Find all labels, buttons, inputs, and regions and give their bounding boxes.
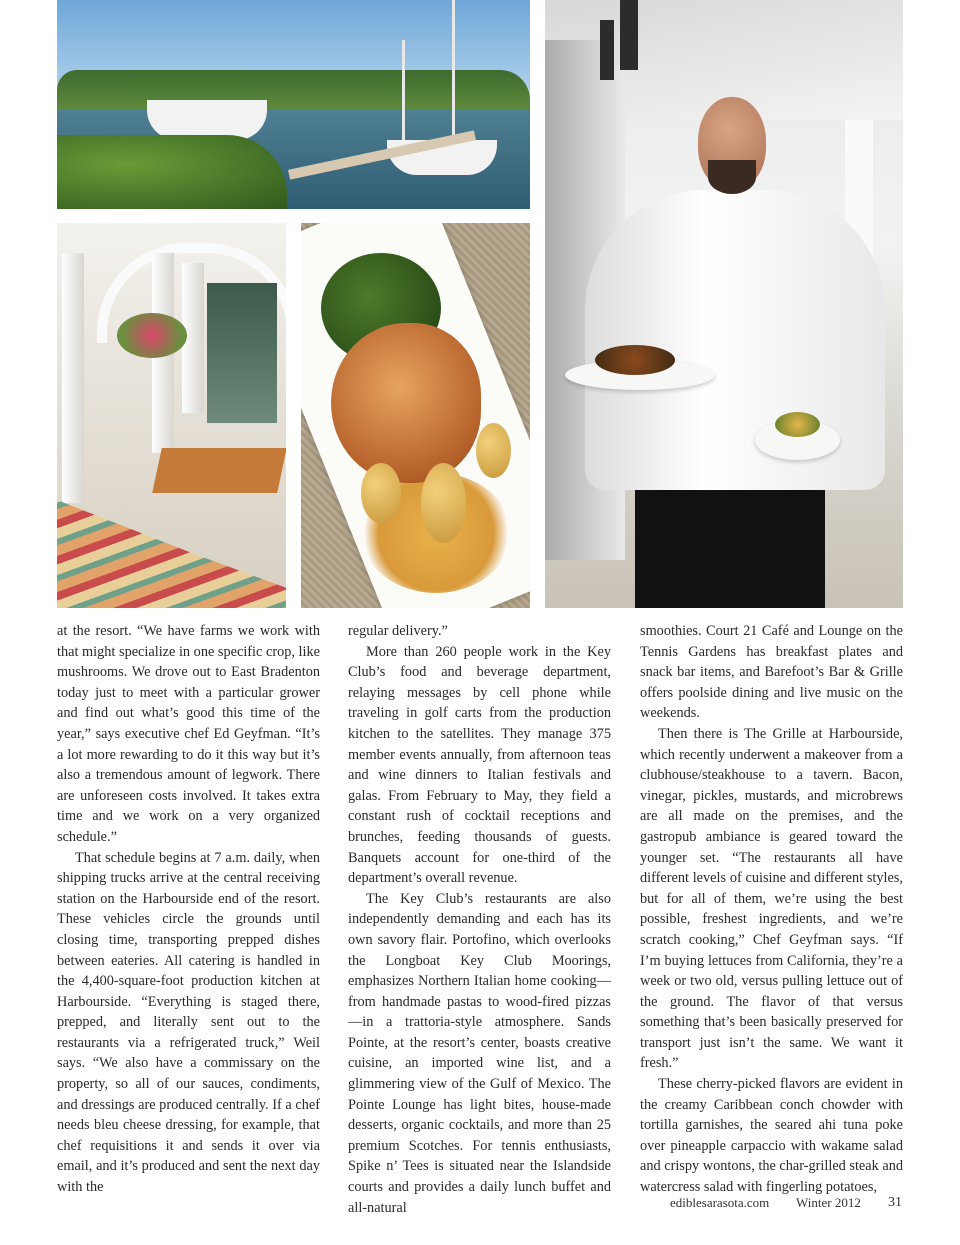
paragraph: at the resort. “We have farms we work with that might specialize in one specific crop, like mushrooms. We drove out to East Bradenton today just to meet with a particular grower and find out what’s good this time of the year,” says executive chef Ed Geyfman. “It’s a lot more rewarding to do it this way but it’s also a tremendous amount of legwork. There are unforeseen costs involved. It takes extra time and we work on a very organized schedule.” — [57, 623, 320, 845]
sailboat-mast — [452, 0, 455, 150]
chef-beard — [708, 160, 756, 194]
fingerling-potato — [421, 463, 466, 543]
page-number: 31 — [888, 1195, 902, 1210]
paragraph: smoothies. Court 21 Café and Lounge on the Tennis Gardens has breakfast plates and snack bar items, and Barefoot’s Bar & Grille offers poolside dining and live music on the weekends. — [640, 623, 903, 722]
patio-table — [152, 448, 286, 493]
chef-coat — [585, 190, 885, 490]
fingerling-potato — [361, 463, 401, 523]
roast-chicken — [331, 323, 481, 483]
patio-photo — [57, 223, 286, 608]
paragraph: These cherry-picked flavors are evident in the creamy Caribbean conch chowder with tortilla garnishes, the seared ahi tuna poke over pineapple carpaccio with wakame salad and crispy wontons, the char-grilled steak and watercress salad with fingerling potatoes, — [640, 1076, 903, 1196]
ceiling-beam — [620, 0, 638, 70]
article-column-3 — [640, 621, 903, 1198]
marina-photo — [57, 0, 530, 209]
paragraph: The Key Club’s restaurants are also independently demanding and each has its own savory flair. Portofino, which overlooks the Longboat Key Club Moorings, emphasizes Northern Italian home cooking—from handmade pastas to wood-fired pizzas—in a trattoria-style atmosphere. Sands Pointe, at the resort’s center, boasts creative cuisine, an imported wine list, and a glimmering view of the Gulf of Mexico. The Pointe Lounge has light bites, house-made desserts, organic cocktails, and more than 25 premium Scotches. For tennis enthusiasts, Spike n’ Tees is situated near the Islandside courts and provides a daily lunch buffet and all-natural — [348, 890, 611, 1216]
chef-photo — [545, 0, 903, 608]
roast-chicken-photo — [301, 223, 530, 608]
article-column-1 — [57, 621, 320, 1198]
treeline — [57, 70, 530, 110]
striped-sofa — [57, 473, 286, 608]
paragraph: More than 260 people work in the Key Club’s food and beverage department, relaying messages by cell phone while traveling in golf carts from the production kitchen to the satellites. They manage 375 member events annually, from afternoon teas and wine dinners to Italian festivals and galas. From February to May, they field a constant rush of cocktail receptions and brunches, feeding thousands of guests. Banquets account for one-third of the department’s overall revenue. — [348, 643, 611, 887]
paragraph: regular delivery.” — [348, 623, 448, 639]
dish-right — [775, 412, 820, 437]
paragraph: That schedule begins at 7 a.m. daily, when shipping trucks arrive at the central receiving station on the Harbourside end of the resort. These vehicles circle the grounds until closing time, transporting prepped dishes between eateries. All catering is handled in the 4,400-square-foot production kitchen at Harbourside. “Everything is staged there, prepped, and literally sent out to the restaurants via a refrigerated truck,” Weil says. “We also have a commissary on the property, so all of our sauces, condiments, and dressings are produced centrally. If a chef needs bleu cheese dressing, for example, that chef requisitions it and sends it over via email, and it’s produced and sent the next day with the — [57, 849, 320, 1196]
dish-left — [595, 345, 675, 375]
patio-window — [207, 283, 277, 423]
motorboat-hull — [147, 100, 267, 140]
fingerling-potato — [476, 423, 511, 478]
sailboat-mast — [402, 40, 405, 150]
chef-pants — [635, 478, 825, 608]
ceiling-beam — [600, 20, 614, 80]
foreground-bush — [57, 135, 287, 209]
footer-issue: Winter 2012 — [796, 1195, 861, 1210]
paragraph: Then there is The Grille at Harbourside, which recently underwent a makeover from a clubhouse/steakhouse to a tavern. Bacon, vinegar, pickles, mustards, and microbrews are all made on the premises, and the gastropub ambiance is geared toward the younger set. “The restaurants all have different levels of cuisine and different styles, but for all of them, we’re using the best possible, freshest ingredients, and we’re scratch cooking,” Chef Geyfman says. “If I’m buying lettuces from California, they’re a week or two old, versus pulling lettuce out of the ground. The flavor of that versus something that’s been basically preserved for transport just isn’t the same. We want it fresh.” — [640, 725, 903, 1072]
footer-website: ediblesarasota.com — [670, 1195, 770, 1210]
patio-column — [62, 253, 84, 503]
hanging-flower-basket — [117, 313, 187, 358]
article-column-2 — [348, 621, 611, 1218]
